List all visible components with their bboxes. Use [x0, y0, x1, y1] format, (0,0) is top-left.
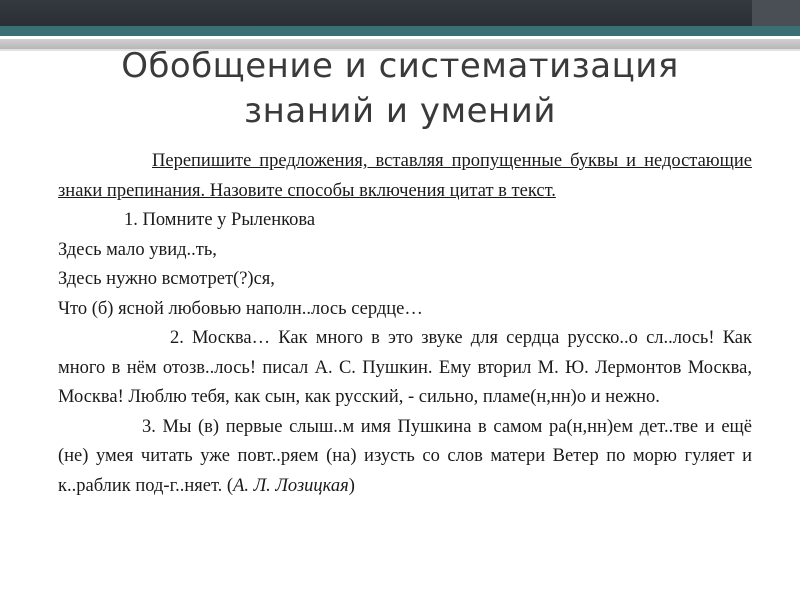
slide-title-line-1: Обобщение и систематизация	[121, 46, 679, 86]
header-band-dark	[0, 0, 800, 26]
item-3-text: 3. Мы (в) первые слыш..м имя Пушкина в самом ра(н,нн)ем дет..тве и ещё (не) умея читать уже повт..ряем (на) изусть со слов матери Ветер по морю гуляет и к..раблик под-г..няет. (	[58, 416, 752, 496]
slide-title-line-2: знаний и умений	[244, 91, 556, 131]
item-3-author: А. Л. Лозицкая	[233, 475, 349, 496]
item-2-paragraph: 2. Москва… Как много в это звуке для сердца русско..о сл..лось! Как много в нём отозв..лось! писал А. С. Пушкин. Ему вторил М. Ю. Лермонтов Москва, Москва! Люблю тебя, как сын, как русский, - сильно, пламе(н,нн)о и нежно.	[58, 328, 752, 407]
item-1-heading: 1. Помните у Рыленкова	[124, 210, 316, 230]
header-band-teal	[0, 26, 800, 36]
item-3-paragraph	[58, 413, 752, 502]
instruction-paragraph: Перепишите предложения, вставляя пропущенные буквы и недостающие знаки препинания. Назовите способы включения цитат в текст.	[58, 151, 752, 201]
poem-line-3: Что (б) ясной любовью наполн..лось сердце…	[58, 298, 423, 319]
header-corner-block	[752, 0, 800, 26]
slide-title	[0, 44, 800, 134]
poem-line-2: Здесь нужно всмотрет(?)ся,	[58, 269, 275, 289]
slide-body	[58, 147, 752, 501]
poem-line-1: Здесь мало увид..ть,	[58, 239, 217, 260]
item-3-close: )	[348, 475, 355, 496]
